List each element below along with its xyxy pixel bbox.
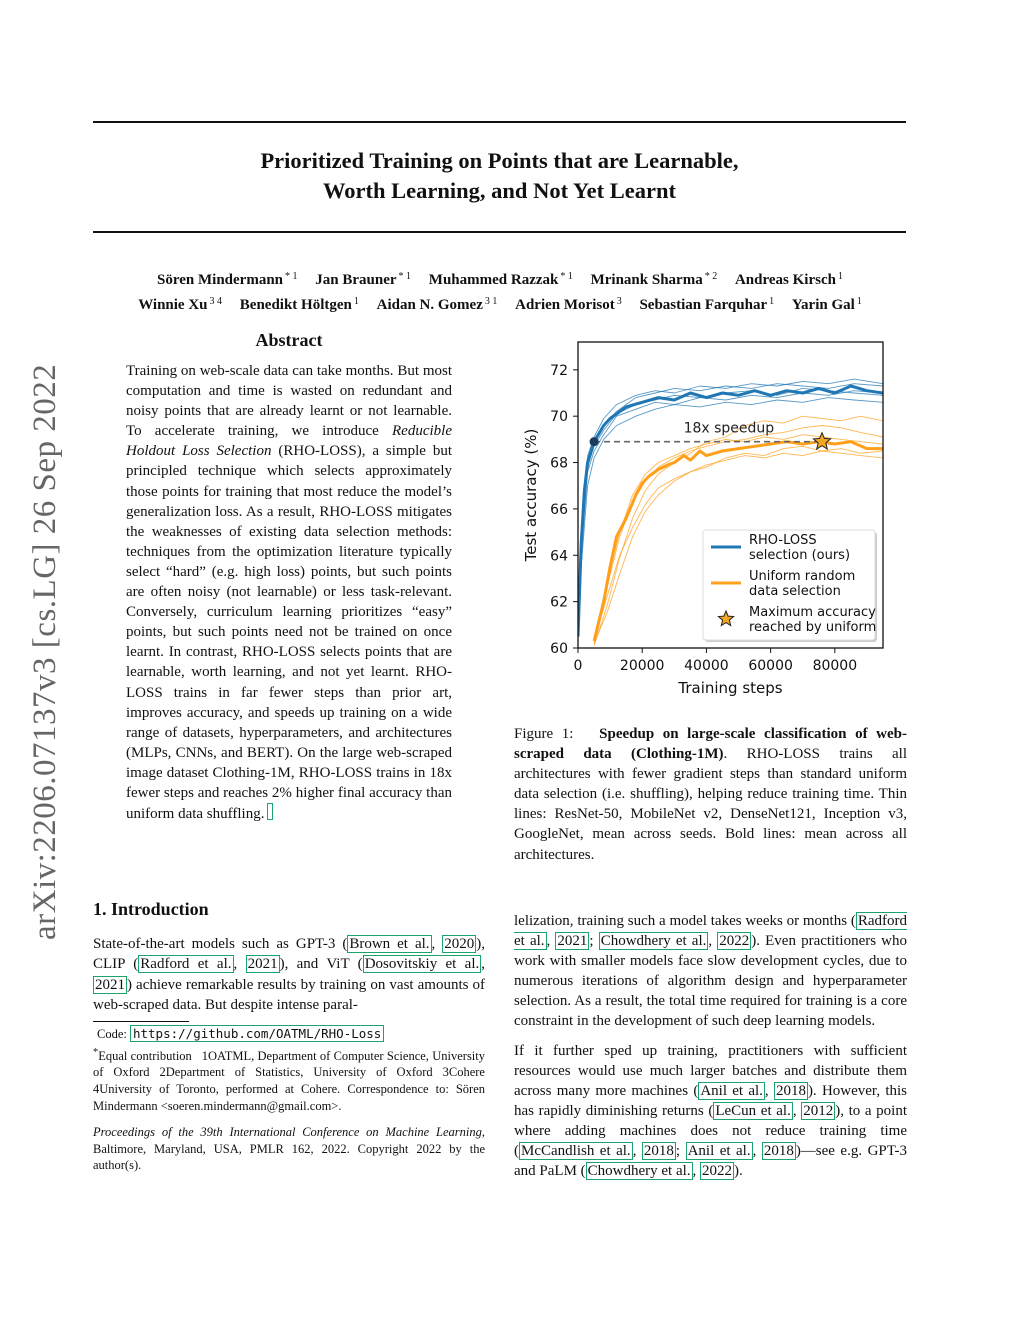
text-cursor <box>267 803 273 820</box>
paper-title <box>93 146 906 206</box>
citation-link[interactable]: Anil et al. <box>687 1143 751 1160</box>
proceedings-note: Proceedings of the 39th International Conference on Machine Learning, Baltimore, Maryland, USA, PMLR 162, 2022. Copyright 2022 by the author(s). <box>93 1125 485 1173</box>
author: Adrien Morisot $^3$ <box>515 296 622 313</box>
code-link[interactable]: https://github.com/OATML/RHO-Loss <box>130 1025 384 1042</box>
legend-star-label-2: reached by uniform <box>749 620 877 635</box>
author: Winnie Xu $^{3 4}$ <box>138 296 223 313</box>
citation-link[interactable]: 2022 <box>719 933 750 950</box>
title-bottom-rule <box>93 231 906 233</box>
abstract-body: Training on web-scale data can take months. But most computation and time is wasted on redundant and noisy points that are already learnt or not learnable. To accelerate training, we introduce Reducible Holdout Loss Selection (RHO-LOSS), a simple but principled technique which selects approximately those points for training that most reduce the model’s generalization loss. As a result, RHO-LOSS mitigates the weaknesses of existing data selection methods: techniques from the optimization literature typically select “hard” (e.g. high loss) points, but such points are often noisy (not learnable) or less task-relevant. Conversely, curriculum learning prioritizes “easy” points, but such points need not be trained on once learnt. In contrast, RHO-LOSS selects points that are learnable, worth learning, and not yet learnt. RHO-LOSS trains in far fewer steps than prior art, improves accuracy, and speeds up training on a wide range of datasets, hyperparameters, and architectures (MLPs, CNNs, and BERT). On the large web-scraped image dataset Clothing-1M, RHO-LOSS trains in 18x fewer steps and reaches 2% higher final accuracy than uniform data shuffling. <box>126 363 452 823</box>
citation-link[interactable]: Anil et al. <box>700 1082 763 1099</box>
citation-link[interactable]: 2012 <box>803 1102 834 1119</box>
citation-link[interactable]: 2020 <box>444 936 475 952</box>
x-tick-label: 40000 <box>684 658 729 674</box>
abstract-heading: Abstract <box>255 330 323 350</box>
rho-speedup-marker <box>590 437 599 446</box>
citation-link[interactable]: Chowdhery et al. <box>600 933 707 950</box>
footnote-rule <box>93 1021 189 1022</box>
speedup-annotation: 18x speedup <box>683 420 775 437</box>
intro-paragraph: State-of-the-art models such as GPT-3 ( Brown et al. , 2020 ), CLIP ( Radford et al. , 2021 ), and ViT ( Dosovitskiy et al. , 2021 ) achieve remarkable results by training on vast amounts of web-scraped data. But despite intense paral- <box>93 936 486 1013</box>
citation-link[interactable]: 2021 <box>557 933 588 950</box>
citation-link[interactable]: LeCun et al. <box>715 1102 791 1119</box>
y-tick-label: 68 <box>550 455 568 472</box>
code-footnote: Code: https://github.com/OATML/RHO-Loss <box>93 1026 485 1043</box>
citation-link[interactable]: 2021 <box>247 956 278 973</box>
x-tick-label: 0 <box>573 658 583 674</box>
paragraph: If it further sped up training, practitioners with sufficient resources would use much larger batches and distribute them across many more machines ( Anil et al. , 2018 ). However, this has rapidly diminishing returns ( LeCun et al. , 2012 ), to a point where adding machines does not reduce training time ( McCandlish et al. , 2018 ; Anil et al. , 2018 )—see e.g. GPT-3 and PaLM ( Chowdhery et al. , 2022 ). <box>514 1042 908 1180</box>
author: Sören Mindermann $^{* 1}$ <box>157 271 298 288</box>
author: Benedikt Höltgen $^1$ <box>239 296 359 313</box>
citation-link[interactable]: Chowdhery et al. <box>587 1163 691 1180</box>
author: Aidan N. Gomez $^{3 1}$ <box>376 296 498 313</box>
author: Jan Brauner $^{* 1}$ <box>315 271 412 288</box>
author-row-2 <box>70 291 930 316</box>
x-axis-label: Training steps <box>678 679 783 697</box>
x-tick-label: 80000 <box>812 658 858 674</box>
abstract-emphasis: Reducible Holdout Loss Selection <box>126 423 452 460</box>
legend-uniform-label: Uniform random <box>749 569 856 584</box>
y-tick-label: 72 <box>550 362 568 379</box>
citation-link[interactable]: Radford et al. <box>140 956 232 973</box>
footnotes <box>93 1026 485 1176</box>
y-tick-label: 70 <box>550 409 568 426</box>
paragraph: lelization, training such a model takes weeks or months ( Radford et al. , 2021 ; Chowdhery et al. , 2022 ). Even practitioners who work with smaller models face slow development cycles, due to numerous iterations of algorithm design and hyperparameter selection. As a result, the total time required for training is a core constraint in the development of such deep learning models. <box>514 913 908 1030</box>
citation-link[interactable]: 2022 <box>702 1163 733 1180</box>
y-tick-label: 66 <box>550 501 568 518</box>
accuracy-chart <box>516 330 896 710</box>
legend-rho-label-2: selection (ours) <box>749 548 851 563</box>
author: Muhammed Razzak $^{* 1}$ <box>428 271 573 288</box>
citation-link[interactable]: Brown et al. <box>349 936 430 952</box>
y-axis-label: Test accuracy (%) <box>522 428 540 562</box>
top-rule <box>93 121 906 123</box>
y-tick-label: 60 <box>550 641 568 657</box>
right-column-text <box>514 911 907 1190</box>
x-tick-label: 20000 <box>619 658 665 674</box>
figure-caption: Figure 1: Speedup on large-scale classification of web-scraped data (Clothing-1M). RHO-LOSS trains all architectures with fewer gradient steps than standard uniform data selection (i.e. shuffling), helping reduce training time. Thin lines: ResNet-50, MobileNet v2, DenseNet121, Inception v3, GoogleNet, mean across seeds. Bold lines: mean across all architectures. <box>514 726 907 863</box>
citation-link[interactable]: 2018 <box>763 1143 794 1160</box>
legend-star-label: Maximum accuracy <box>749 605 876 620</box>
author: Mrinank Sharma $^{* 2}$ <box>590 271 718 288</box>
author-list <box>70 266 930 316</box>
citation-link[interactable]: Dosovitskiy et al. <box>364 956 480 973</box>
section-heading-introduction: 1. Introduction <box>93 899 209 919</box>
y-tick-label: 62 <box>550 594 568 611</box>
legend-rho-label: RHO-LOSS <box>749 533 817 548</box>
y-tick-label: 64 <box>550 548 568 565</box>
author: Yarin Gal $^1$ <box>791 296 862 313</box>
affiliation-footnote: *Equal contribution 1OATML, Department of Computer Science, University of Oxford 2Department of Statistics, University of Oxford 3Cohere 4University of Toronto, performed at Cohere. Correspondence to: Sören Mindermann <soeren.mindermann@gmail.com>. <box>93 1046 486 1113</box>
citation-link[interactable]: 2018 <box>643 1143 674 1160</box>
author-row-1 <box>70 266 930 291</box>
author: Sebastian Farquhar $^1$ <box>639 296 775 313</box>
citation-link[interactable]: McCandlish et al. <box>521 1143 631 1160</box>
arxiv-identifier: arXiv:2206.07137v3 [cs.LG] 26 Sep 2022 <box>27 363 63 940</box>
citation-link[interactable]: 2018 <box>775 1082 806 1099</box>
legend-uniform-label-2: data selection <box>749 584 841 599</box>
citation-link[interactable]: Radford et al. <box>514 913 907 950</box>
max-accuracy-star <box>813 433 830 449</box>
title-line-1: Prioritized Training on Points that are Learnable, <box>260 148 739 173</box>
author: Andreas Kirsch $^1$ <box>734 271 843 288</box>
citation-link[interactable]: 2021 <box>95 976 125 993</box>
x-tick-label: 60000 <box>748 658 793 674</box>
title-line-2: Worth Learning, and Not Yet Learnt <box>323 178 676 203</box>
